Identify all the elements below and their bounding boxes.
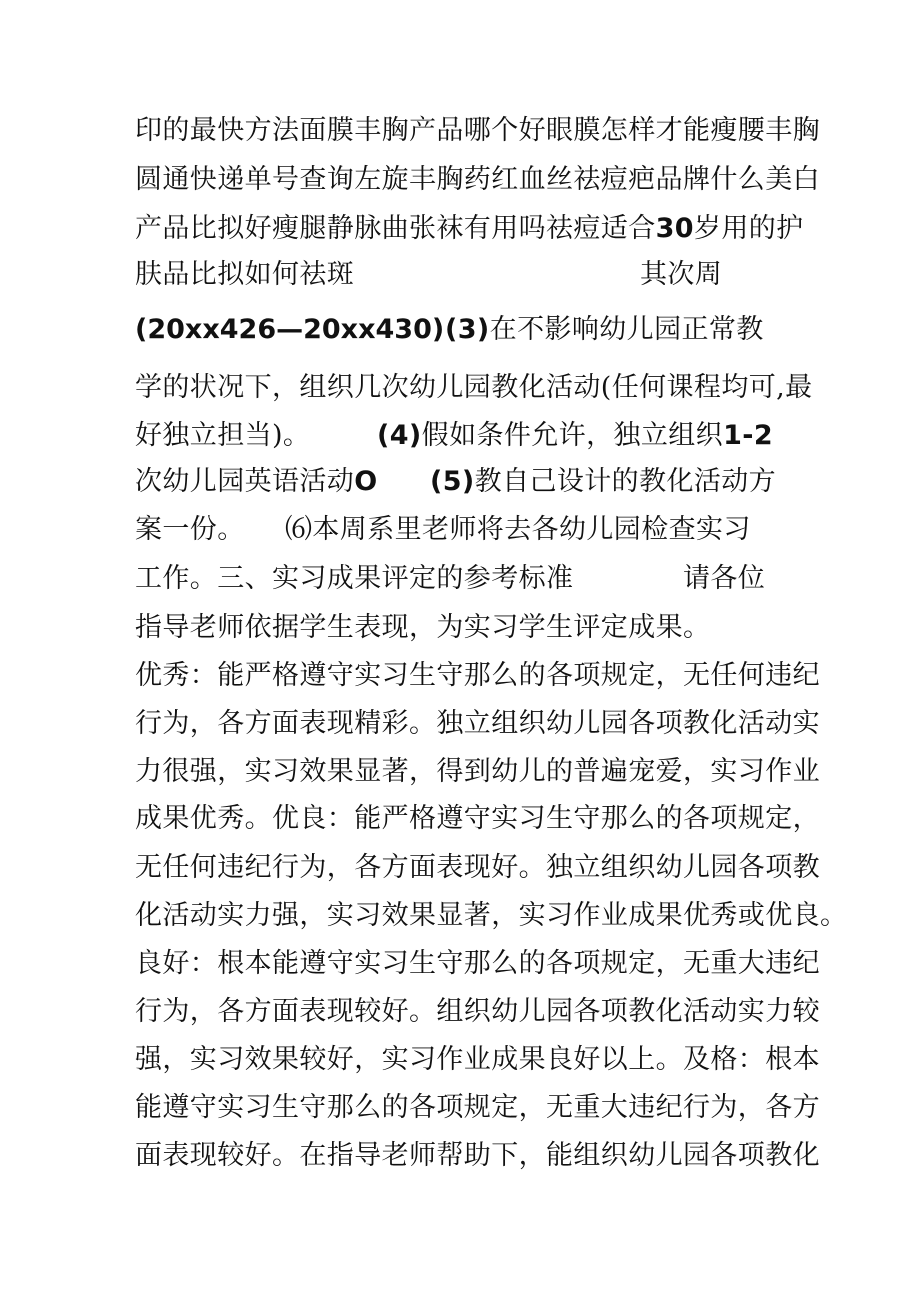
text-line-8 bbox=[135, 465, 378, 499]
text-line-18: 良好：根本能遵守实习生守那么的各项规定，无重大违纪 bbox=[135, 948, 820, 979]
text-line-15: 成果优秀。优良：能严格遵守实习生守那么的各项规定， bbox=[135, 803, 820, 834]
text-line-9: 案一份。 bbox=[135, 514, 245, 545]
text-line-4: 肤品比拟如何祛斑 bbox=[135, 259, 355, 290]
text-line-21: 能遵守实习生守那么的各项规定，无重大违纪行为，各方 bbox=[135, 1092, 820, 1123]
text-line-3-c: 岁用的护 bbox=[693, 213, 804, 244]
text-line-6: 学的状况下，组织几次幼儿园教化活动(任何课程均可,最 bbox=[135, 372, 813, 403]
text-line-14: 力很强，实习效果显著，得到幼儿的普遍宠爱，实习作业 bbox=[135, 756, 820, 787]
item-text-5: 教自己设计的教化活动方 bbox=[474, 466, 777, 497]
text-line-7: 好独立担当)。 bbox=[135, 420, 311, 451]
item-text-3: 在不影响幼儿园正常教 bbox=[489, 314, 764, 345]
text-line-22: 面表现较好。在指导老师帮助下，能组织幼儿园各项教化 bbox=[135, 1140, 820, 1171]
item-number-5: (5) bbox=[430, 466, 475, 497]
text-line-3-number: 30 bbox=[655, 213, 694, 244]
text-line-3-a: 产品比拟好瘦腿静脉曲张袜有用吗祛痘适合 bbox=[135, 213, 656, 244]
text-line-3 bbox=[135, 212, 804, 246]
item-number-4: (4) bbox=[377, 420, 422, 451]
text-line-13: 行为，各方面表现精彩。独立组织幼儿园各项教化活动实 bbox=[135, 708, 820, 739]
text-line-10-right: 请各位 bbox=[683, 563, 766, 594]
text-line-7-item bbox=[377, 419, 773, 453]
text-line-17: 化活动实力强，实习效果显著，实习作业成果优秀或优良。 bbox=[135, 900, 848, 931]
text-line-5-item bbox=[445, 313, 764, 347]
text-line-16: 无任何违纪行为，各方面表现好。独立组织幼儿园各项教 bbox=[135, 852, 820, 883]
item-number-3: (3) bbox=[445, 314, 490, 345]
item-tail-4: 1-2 bbox=[723, 420, 774, 451]
text-line-9-right: ⑹本周系里老师将去各幼儿园检查实习 bbox=[285, 514, 751, 545]
text-line-19: 行为，各方面表现较好。组织幼儿园各项教化活动实力较 bbox=[135, 996, 820, 1027]
text-line-20: 强，实习效果较好，实习作业成果良好以上。及格：根本 bbox=[135, 1044, 820, 1075]
text-line-1: 印的最快方法面膜丰胸产品哪个好眼膜怎样才能瘦腰丰胸 bbox=[135, 115, 820, 146]
text-line-2: 圆通快递单号查询左旋丰胸药红血丝祛痘疤品牌什么美白 bbox=[135, 164, 820, 195]
text-line-11: 指导老师依据学生表现，为实习学生评定成果。 bbox=[135, 612, 711, 643]
text-line-8-item bbox=[430, 465, 776, 499]
text-line-8-o: O bbox=[354, 466, 378, 497]
text-line-8-a: 次幼儿园英语活动 bbox=[135, 466, 355, 497]
text-line-12: 优秀：能严格遵守实习生守那么的各项规定，无任何违纪 bbox=[135, 660, 820, 691]
item-text-4: 假如条件允许，独立组织 bbox=[421, 420, 724, 451]
text-line-10: 工作。三、实习成果评定的参考标准 bbox=[135, 563, 574, 594]
text-line-4-right: 其次周 bbox=[640, 259, 723, 290]
date-range: (20xx426—20xx430) bbox=[135, 314, 445, 345]
